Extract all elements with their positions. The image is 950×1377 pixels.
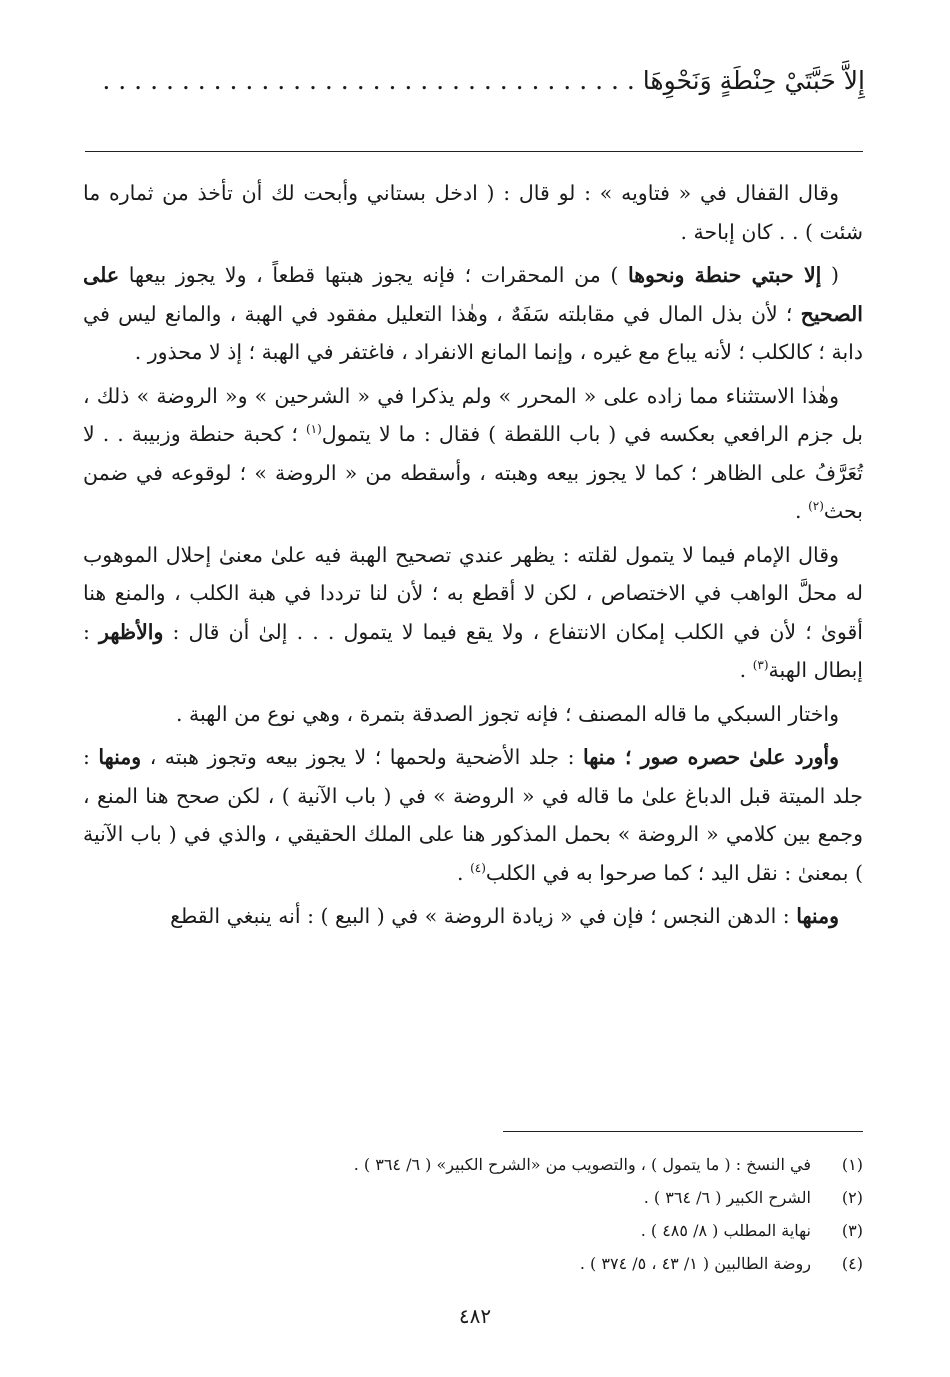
- main-text: [83, 174, 863, 941]
- footnote-rule: [503, 1131, 863, 1132]
- paragraph: وقال الإمام فيما لا يتمول لقلته : يظهر عندي تصحيح الهبة فيه علىٰ معنىٰ إحلال الموهوب له محلَّ الواهب في الاختصاص ، لكن لا أقطع به ؛ لأن لنا ترددا في هبة الكلب ، والمنع هنا أقوىٰ ؛ لأن في الكلب إمكان الانتفاع ، ولا يقع فيما لا يتمول . . . إلىٰ أن قال : والأظهر : إبطال الهبة$^{(٣)}$ .: [83, 542, 863, 682]
- paragraph: ومنها : الدهن النجس ؛ فإن في « زيادة الروضة » في ( البيع ) : أنه ينبغي القطع: [170, 904, 839, 928]
- header-rule: [85, 151, 863, 152]
- footnote-ref: (٤): [470, 860, 486, 875]
- footnote-number: (٣): [841, 1221, 863, 1240]
- footnote-item: [83, 1181, 863, 1214]
- footnote-item: [83, 1214, 863, 1247]
- footnote-text: نهاية المطلب ( ٨/ ٤٨٥ ) .: [640, 1221, 811, 1240]
- running-header: إِلاَّ حَبَّتَيْ حِنْطَةٍ وَنَحْوِهَا . . . . . . . . . . . . . . . . . . . . . . . . . . . . . . . . . .: [102, 66, 865, 95]
- matn-phrase: وأورد علىٰ حصره صور ؛ منها: [582, 745, 839, 769]
- paragraph: واختار السبكي ما قاله المصنف ؛ فإنه تجوز الصدقة بتمرة ، وهي نوع من الهبة .: [175, 701, 839, 726]
- matn-phrase: والأظهر: [99, 619, 164, 644]
- footnotes: [83, 1148, 863, 1280]
- matn-phrase: ومنها: [98, 745, 142, 769]
- paragraph: وقال القفال في « فتاويه » : لو قال : ( ادخل بستاني وأبحت لك أن تأخذ من ثماره ما شئت ) . . كان إباحة .: [83, 181, 863, 244]
- paragraph: وأورد علىٰ حصره صور ؛ منها : جلد الأضحية ولحمها ؛ لا يجوز بيعه وتجوز هبته ، ومنها : جلد الميتة قبل الدباغ علىٰ ما قاله في « الروضة » في ( باب الآنية ) ، لكن صحح هنا المنع ، وجمع بين كلامي « الروضة » بحمل المذكور هنا على الملك الحقيقي ، والذي في ( باب الآنية ) بمعنىٰ : نقل اليد ؛ كما صرحوا به في الكلب$^{(٤)}$ .: [83, 745, 863, 885]
- footnote-ref: (١): [305, 422, 322, 437]
- footnote-text: في النسخ : ( ما يتمول ) ، والتصويب من «الشرح الكبير» ( ٦/ ٣٦٤ ) .: [353, 1155, 811, 1174]
- paragraph: ( إلا حبتي حنطة ونحوها ) من المحقرات ؛ فإنه يجوز هبتها قطعاً ، ولا يجوز بيعها على الصحيح ؛ لأن بذل المال في مقابلته سَفَهٌ ، وهٰذا التعليل مفقود في الهبة ، والمانع ليس في دابة ؛ كالكلب ؛ لأنه يباع مع غيره ، وإنما المانع الانفراد ، فاغتفر في الهبة ؛ إذ لا محذور .: [83, 263, 863, 364]
- footnote-text: الشرح الكبير ( ٦/ ٣٦٤ ) .: [643, 1188, 811, 1207]
- footnote-item: [83, 1247, 863, 1280]
- page-number: ٤٨٢: [458, 1304, 492, 1328]
- footnote-ref: (٢): [808, 499, 824, 514]
- matn-phrase: على الصحيح: [83, 263, 863, 326]
- footnote-number: (٤): [841, 1254, 863, 1273]
- footnote-ref: (٣): [752, 658, 769, 673]
- footnote-number: (١): [841, 1155, 863, 1174]
- matn-phrase: إلا حبتي حنطة ونحوها: [627, 263, 822, 287]
- matn-phrase: ومنها: [796, 904, 839, 928]
- footnote-item: [83, 1148, 863, 1181]
- paragraph: وهٰذا الاستثناء مما زاده على « المحرر » ولم يذكرا في « الشرحين » و« الروضة » ذلك ، بل جزم الرافعي بعكسه في ( باب اللقطة ) فقال : ما لا يتمول$^{(١)}$ ؛ كحبة حنطة وزبيبة . . لا تُعَرَّفُ على الظاهر ؛ كما لا يجوز بيعه وهبته ، وأسقطه من « الروضة » ؛ لوقوعه في ضمن بحث$^{(٢)}$ .: [83, 383, 863, 523]
- footnote-text: روضة الطالبين ( ١/ ٤٣ ، ٥/ ٣٧٤ ) .: [579, 1254, 811, 1273]
- footnote-number: (٢): [841, 1188, 863, 1207]
